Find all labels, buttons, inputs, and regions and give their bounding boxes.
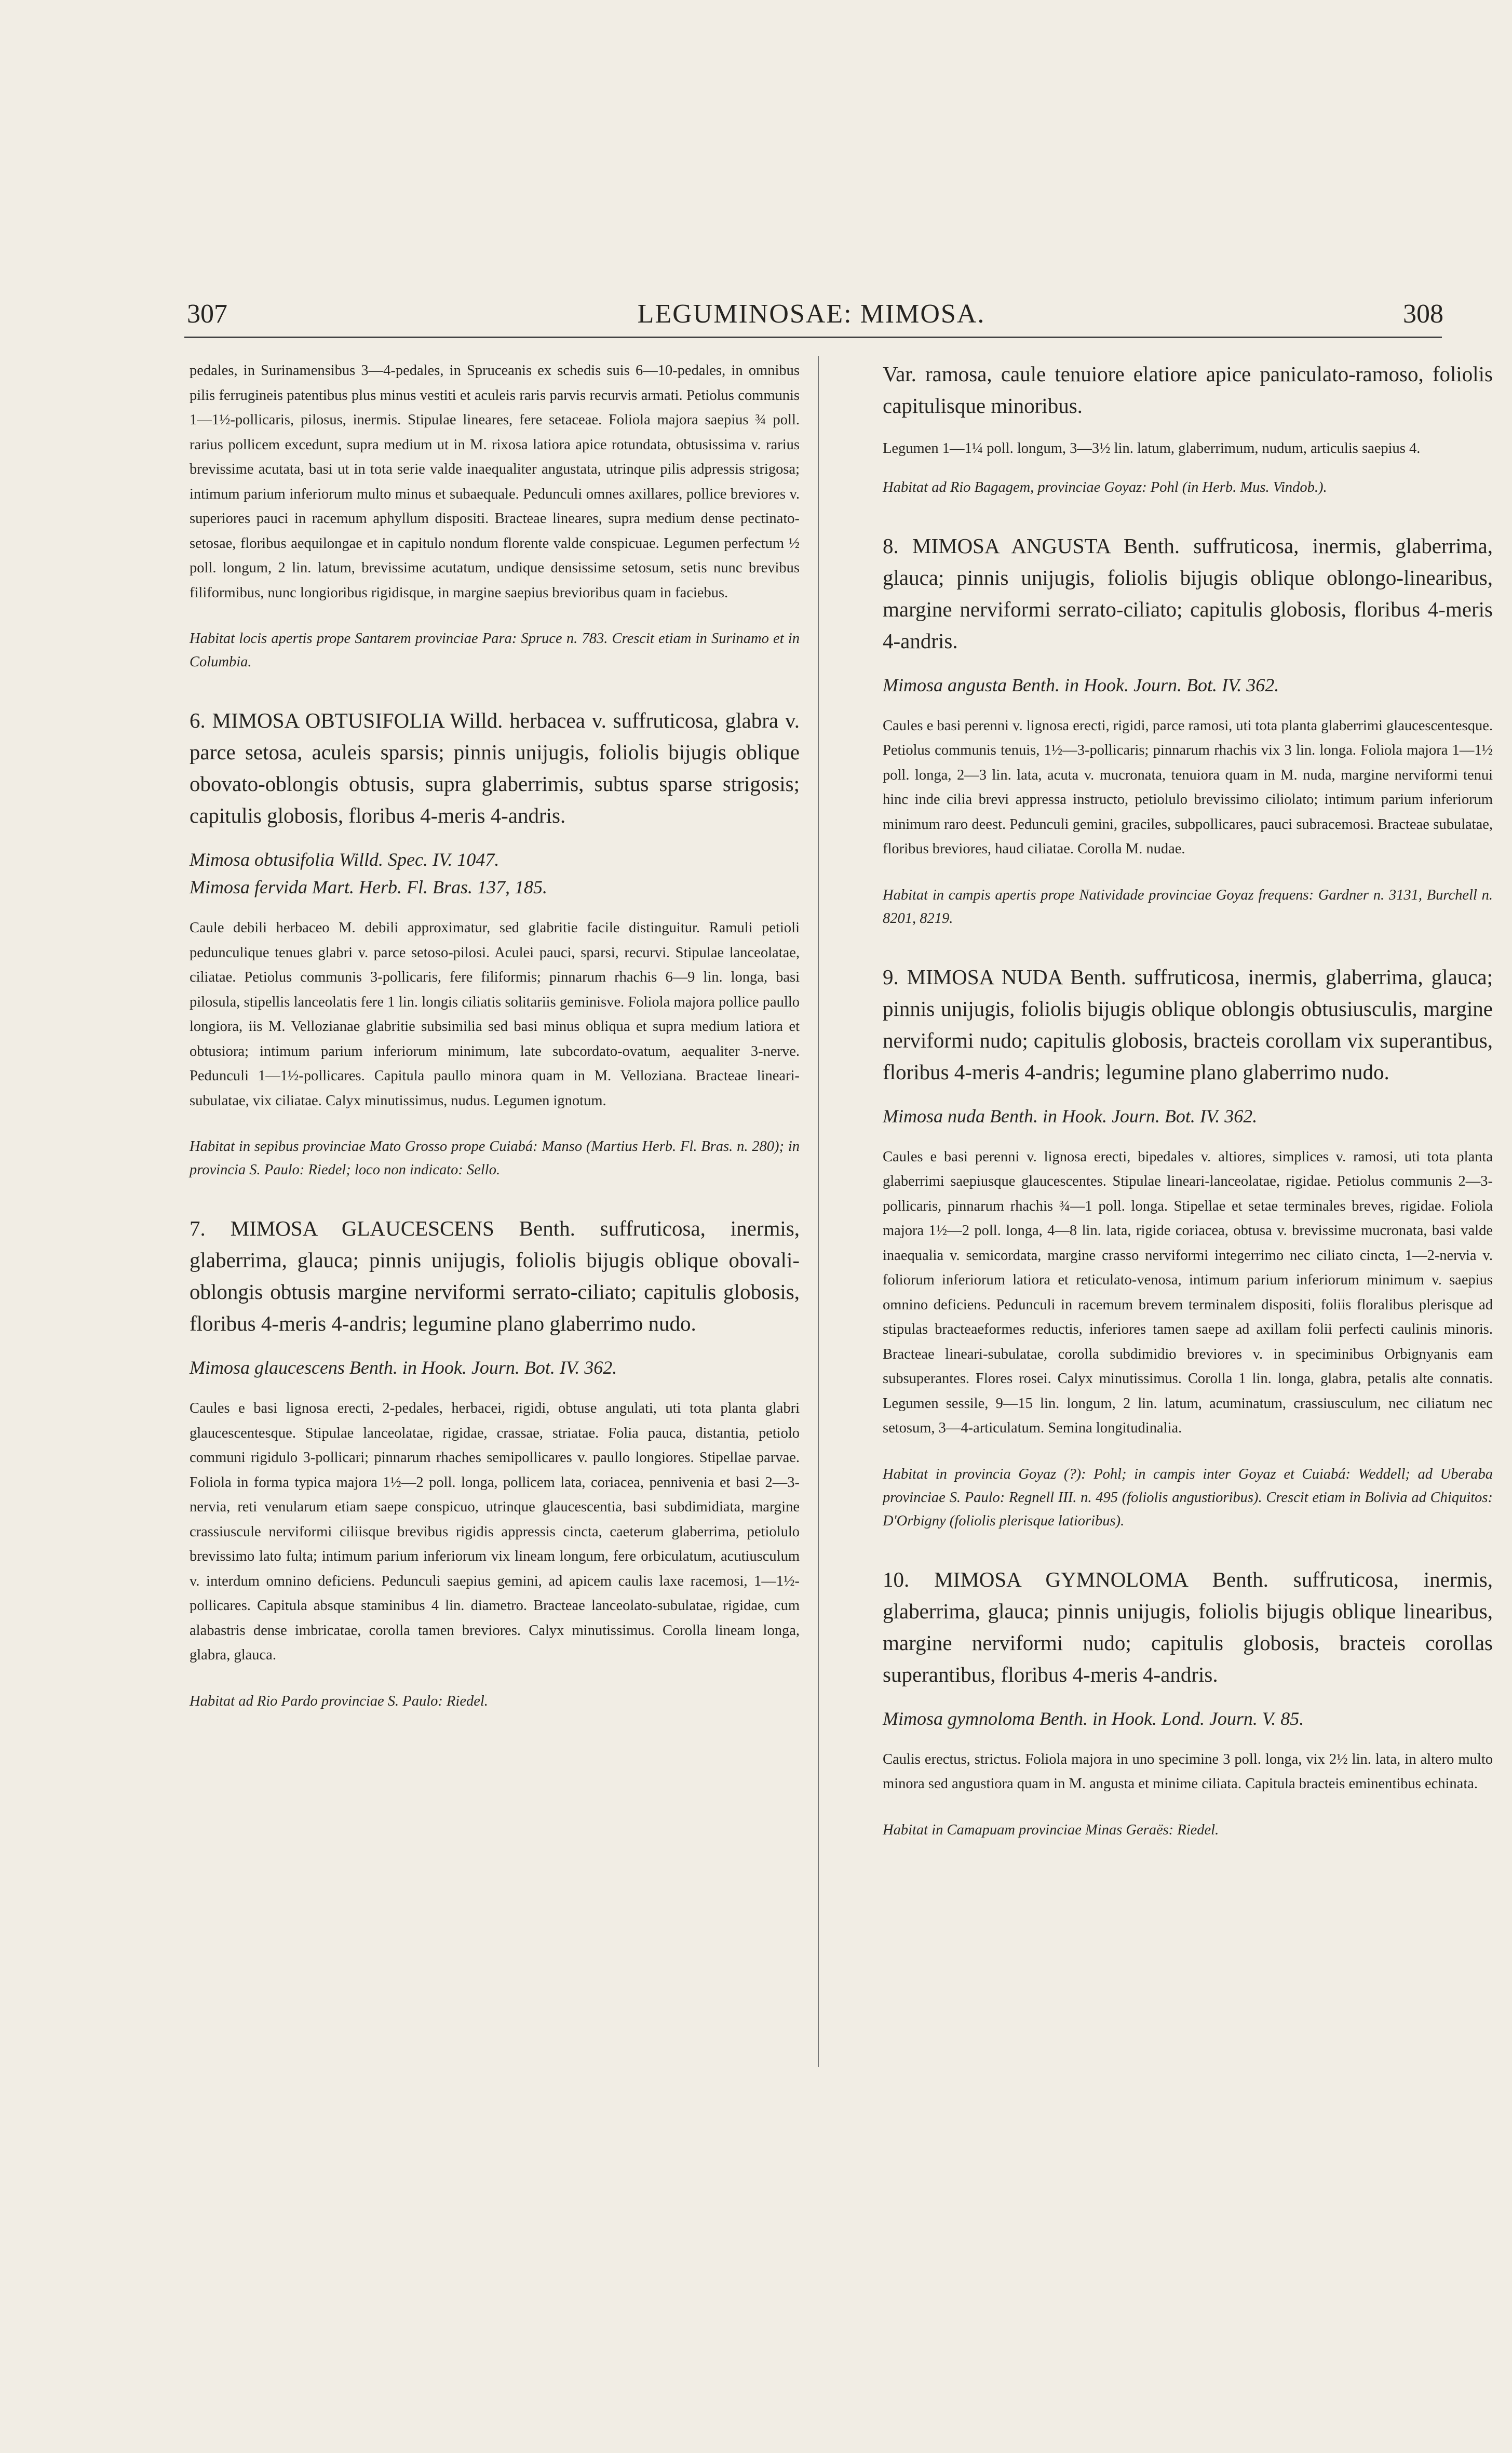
species-8-diagnosis: 8. MIMOSA ANGUSTA Benth. suffruticosa, inermis, glaberrima, glauca; pinnis unijugis, foliolis bijugis oblique oblongo-linearibus, margine nerviformi serrato-ciliato; capitulis globosis, floribus 4-meris 4-andris.	[883, 533, 1493, 653]
species-8-description: Caules e basi perenni v. lignosa erecti, rigidi, parce ramosi, uti tota planta glaberrimi glaucescentesque. Petiolus communis tenuis, 1½—3-pollicaris; pinnarum rhachis vix 3 lin. longa. Foliola majora 1—1½ poll. longa, 2—3 lin. lata, acuta v. mucronata, tenuiora quam in M. nuda, margine nerviformi tenui hinc inde cilia brevi appressa instructo, petiolulo brevissimo ciliolato; intimum parium inferiorum minimum raro deest. Pedunculi gemini, graciles, subpollicares, pauci subracemosi. Bracteae subulatae, floribus breviores, haud ciliatae. Corolla M. nudae.	[883, 717, 1493, 857]
species-9-citation-1: Mimosa nuda Benth. in Hook. Journ. Bot. IV. 362.	[883, 1105, 1258, 1127]
species-6-habitat: Habitat in sepibus provinciae Mato Grosso prope Cuiabá: Manso (Martius Herb. Fl. Bras. n. 280); in provincia S. Paulo: Riedel; loco non indicato: Sello.	[190, 1138, 800, 1178]
species-6-citation-2: Mimosa fervida Mart. Herb. Fl. Bras. 137, 185.	[190, 877, 547, 897]
page-number-left: 307	[187, 299, 227, 329]
species-8-habitat: Habitat in campis apertis prope Natividade provinciae Goyaz frequens: Gardner n. 3131, Burchell n. 8201, 8219.	[883, 887, 1493, 927]
species-9-diagnosis: 9. MIMOSA NUDA Benth. suffruticosa, inermis, glaberrima, glauca; pinnis unijugis, foliolis bijugis oblique oblongis obtusiusculis, margine nerviformi nudo; capitulis globosis, bracteis corollam vix superantibus, floribus 4-meris 4-andris; legumine plano glaberrimo nudo.	[883, 964, 1493, 1084]
continued-habitat: Habitat locis apertis prope Santarem provinciae Para: Spruce n. 783. Crescit etiam in Surinamo et in Columbia.	[190, 631, 800, 670]
species-10-diagnosis: 10. MIMOSA GYMNOLOMA Benth. suffruticosa, inermis, glaberrima, glauca; pinnis unijugis, foliolis bijugis oblique linearibus, margine nerviformi nudo; capitulis globosis, bracteis corollas superantibus, floribus 4-meris 4-andris.	[883, 1567, 1493, 1686]
column-divider	[818, 356, 819, 2067]
species-6-diagnosis: 6. MIMOSA OBTUSIFOLIA Willd. herbacea v. suffruticosa, glabra v. parce setosa, aculeis sparsis; pinnis unijugis, foliolis bijugis oblique obovato-oblongis obtusis, supra glaberrimis, subtus sparse strigosis; capitulis globosis, floribus 4-meris 4-andris.	[190, 708, 800, 827]
left-column	[190, 358, 800, 1713]
running-header	[179, 299, 1443, 335]
species-7-habitat: Habitat ad Rio Pardo provinciae S. Paulo: Riedel.	[190, 1693, 488, 1709]
species-10-habitat: Habitat in Camapuam provinciae Minas Geraës: Riedel.	[883, 1821, 1219, 1838]
header-rule	[184, 337, 1442, 338]
species-9-description: Caules e basi perenni v. lignosa erecti, bipedales v. altiores, simplices v. ramosi, uti tota planta glaberrimi saepiusque glaucescentes. Stipulae lineari-lanceolatae, rigidae. Petiolus communis 2—3-pollicaris, pinnarum rhachis ¾—1 poll. longa. Stipellae et setae terminales breves, rigidae. Foliola majora 1½—2 poll. longa, 4—8 lin. lata, rigide coriacea, obtusa v. brevissime mucronata, basi valde inaequalia v. semicordata, margine crasso nerviformi integerrimo nec ciliato cincta, 1—2-nervia v. foliorum inferiorum latiora et reticulato-venosa, intimum parium inferiorum minimum v. saepius omnino deficiens. Pedunculi in racemum brevem terminalem dispositi, foliis floralibus plerisque ad stipulas bracteaeformes reductis, inferiores tamen saepe ad axillam folii perfecti caulinis minoris. Bracteae lineari-subulatae, corolla subdimidio breviores v. in speciminibus Orbignyanis eam subsuperantes. Flores rosei. Calyx minutissimus. Corolla 1 lin. longa, glabra, petalis alte connatis. Legumen sessile, 9—15 lin. longum, 2 lin. latum, acuminatum, crassiusculum, nec ciliatum nec setosum, 3—4-articulatum. Semina longitudinalia.	[883, 1148, 1493, 1436]
species-8-citation-1: Mimosa angusta Benth. in Hook. Journ. Bot. IV. 362.	[883, 674, 1279, 695]
variety-habitat: Habitat ad Rio Bagagem, provinciae Goyaz: Pohl (in Herb. Mus. Vindob.).	[883, 479, 1327, 495]
species-9-habitat: Habitat in provincia Goyaz (?): Pohl; in campis inter Goyaz et Cuiabá: Weddell; ad Uberaba provinciae S. Paulo: Regnell III. n. 495 (foliolis angustioribus). Crescit etiam in Bolivia ad Chiquitos: D'Orbigny (foliolis plerisque latioribus).	[883, 1466, 1493, 1529]
right-column	[883, 358, 1493, 1842]
variety-ramosa: Var. ramosa, caule tenuiore elatiore apice paniculato-ramoso, foliolis capitulisque minoribus.	[883, 362, 1493, 418]
variety-description: Legumen 1—1¼ poll. longum, 3—3½ lin. latum, glaberrimum, nudum, articulis saepius 4.	[883, 440, 1421, 457]
species-7-citation-1: Mimosa glaucescens Benth. in Hook. Journ. Bot. IV. 362.	[190, 1357, 617, 1378]
species-10-description: Caulis erectus, strictus. Foliola majora in uno specimine 3 poll. longa, vix 2½ lin. lata, in altero multo minora sed angustiora quam in M. angusta et minime ciliata. Capitula bracteis eminentibus echinata.	[883, 1751, 1493, 1792]
continued-description: pedales, in Surinamensibus 3—4-pedales, in Spruceanis ex schedis suis 6—10-pedales, in omnibus pilis ferrugineis patentibus plus minus vestiti et aculeis raris parvis recurvis armati. Petiolus communis 1—1½-pollicaris, pilosus, inermis. Stipulae lineares, fere setaceae. Foliola majora saepius ¾ poll. rarius pollicem excedunt, supra medium ut in M. rixosa latiora apice rotundata, obtusissima v. rarius brevissime acutata, basi ut in tota serie valde inaequaliter angustata, utrinque pilis adpressis strigosa; intimum parium inferiorum multo minus et subaequale. Pedunculi omnes axillares, pollice breviores v. superiores pauci in racemum aphyllum dispositi. Bracteae lineares, supra medium dense pectinato-setosae, floribus aequilongae et in capitulo nondum florente valde conspicuae. Legumen perfectum ½ poll. longum, 2 lin. latum, brevissime acutatum, undique densissime setosum, setis nunc brevibus filiformibus, nunc longioribus rigidisque, in margine saepius brevioribus quam in faciebus.	[190, 363, 800, 601]
page-number-right: 308	[1403, 299, 1443, 329]
species-7-description: Caules e basi lignosa erecti, 2-pedales, herbacei, rigidi, obtuse angulati, uti tota planta glabri glaucescentesque. Stipulae lanceolatae, rigidae, crassae, striatae. Folia pauca, distantia, petiolo communi rigidulo 3-pollicari; pinnarum rhaches semipollicares v. paullo longiores. Stipellae parvae. Foliola in forma typica majora 1½—2 poll. longa, pollicem lata, coriacea, pennivenia et basi 2—3-nervia, reti venularum etiam saepe conspicuo, utrinque glaucescentia, basi subdimidiata, margine crassiuscule nerviformi ciliisque brevibus rigidis appressis cincta, caeterum glaberrima, petiolulo brevissimo lato fulta; intimum parium inferiorum vix lineam longum, fere orbiculatum, acutiusculum v. interdum omnino deficiens. Pedunculi saepius gemini, ad apicem caulis laxe racemosi, 1—1½-pollicares. Capitula absque staminibus 4 lin. diametro. Bracteae lanceolato-subulatae, rigidae, cum alabastris dense imbricatae, corolla tamen breviores. Calyx minutissimus. Corolla lineam longa, glabra, glauca.	[190, 1400, 800, 1663]
running-title: LEGUMINOSAE: MIMOSA.	[637, 299, 986, 329]
species-6-description: Caule debili herbaceo M. debili approximatur, sed glabritie facile distinguitur. Ramuli petioli pedunculique tenues glabri v. parce setoso-pilosi. Aculei pauci, sparsi, recurvi. Stipulae lanceolatae, ciliatae. Petiolus communis 3-pollicaris, fere filiformis; pinnarum rhachis 6—9 lin. longa, basi pilosula, stipellis lanceolatis fere 1 lin. longis ciliatis solitariis geminisve. Foliola majora pollice paullo longiora, iis M. Vellozianae glabritie subsimilia sed basi minus obliqua et supra medium latiora et obtusiora; intimum parium inferiorum minimum, late subcordato-ovatum, aequaliter 3-nerve. Pedunculi 1—1½-pollicares. Capitula paullo minora quam in M. Velloziana. Bracteae lineari-subulatae, vix ciliatae. Calyx minutissimus, nudus. Legumen ignotum.	[190, 920, 800, 1109]
species-6-citation-1: Mimosa obtusifolia Willd. Spec. IV. 1047.	[190, 849, 500, 870]
species-10-citation-1: Mimosa gymnoloma Benth. in Hook. Lond. Journ. V. 85.	[883, 1708, 1304, 1729]
species-7-diagnosis: 7. MIMOSA GLAUCESCENS Benth. suffruticosa, inermis, glaberrima, glauca; pinnis unijugis, foliolis bijugis oblique obovali-oblongis obtusis margine nerviformi serrato-ciliato; capitulis globosis, floribus 4-meris 4-andris; legumine plano glaberrimo nudo.	[190, 1216, 800, 1335]
